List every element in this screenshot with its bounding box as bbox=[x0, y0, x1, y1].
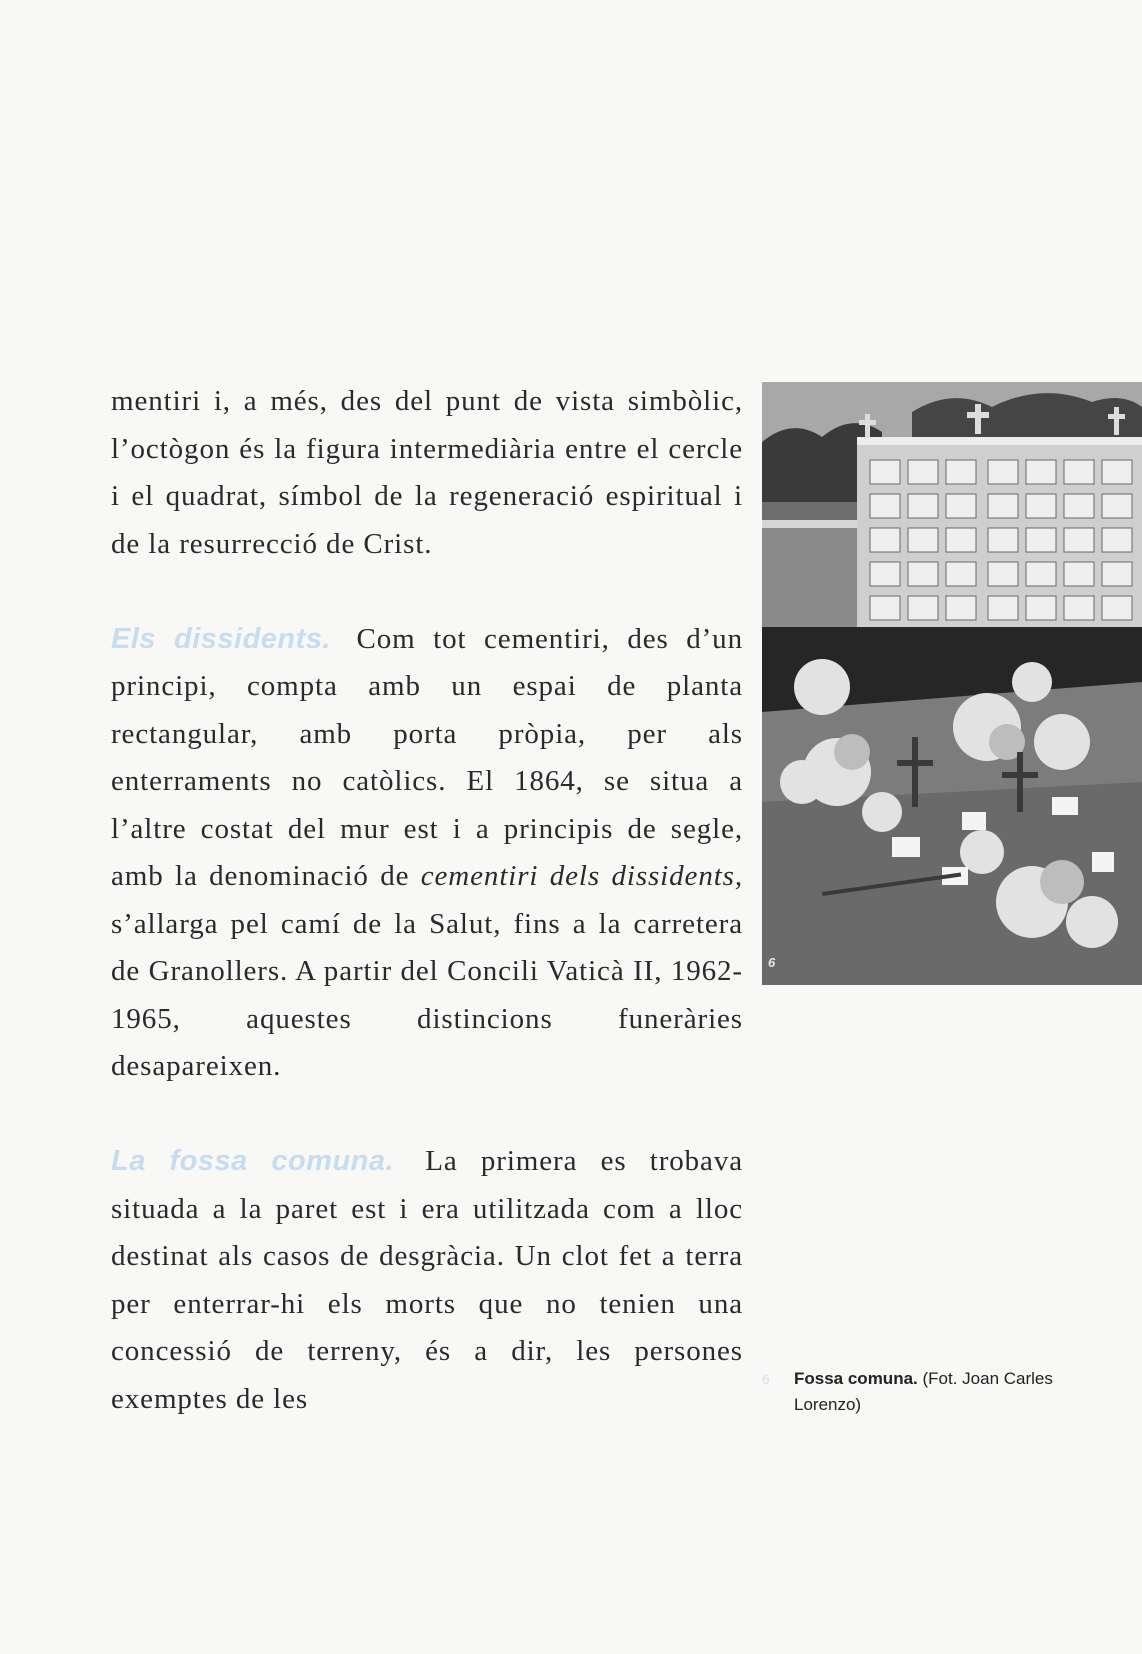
caption-credit: (Fot. Joan Carles Lorenzo) bbox=[794, 1369, 1053, 1414]
section-heading-dissidents: Els dissidents. bbox=[111, 622, 331, 655]
photo-number-overlay: 6 bbox=[768, 955, 776, 970]
figure-caption bbox=[762, 1366, 1062, 1418]
paragraph-text: s’allarga pel camí de la Salut, fins a la carretera de Granollers. A partir del Concili Vaticà II, 1962-1965, aquestes distincions funeràries desapareixen. bbox=[111, 907, 743, 1082]
paragraph-text: Com tot cementiri, des d’un principi, compta amb un espai de planta rectangular, amb porta pròpia, per als enterraments no catòlics. El 1864, se situa a l’altre costat del mur est i a principis de segle, amb la denominació de bbox=[111, 622, 743, 892]
paragraph-octagon-symbolism bbox=[111, 378, 743, 568]
section-heading-common-grave: La fossa comuna. bbox=[111, 1145, 395, 1177]
cemetery-photo bbox=[762, 382, 1142, 985]
caption-figure-number: 6 bbox=[762, 1371, 770, 1387]
paragraph-text: La primera es trobava situada a la paret est i era utilitzada com a lloc destinat als casos de desgràcia. Un clot fet a terra per enterrar-hi els morts que no tenien una concessió de terreny, és a dir, les persones exemptes de les bbox=[111, 1145, 743, 1415]
caption-text bbox=[794, 1366, 1062, 1418]
emphasis-text: cementiri dels dissidents, bbox=[420, 860, 744, 892]
paragraph-dissidents bbox=[111, 616, 743, 1091]
body-text-column bbox=[111, 378, 743, 1423]
caption-title: Fossa comuna. bbox=[794, 1369, 918, 1388]
cemetery-photo-illustration bbox=[762, 382, 1142, 985]
paragraph-text: mentiri i, a més, des del punt de vista simbòlic, l’octògon és la figura intermediària entre el cercle i el quadrat, símbol de la regeneració espiritual i de la resurrecció de Crist. bbox=[111, 385, 743, 560]
paragraph-common-grave bbox=[111, 1138, 743, 1423]
